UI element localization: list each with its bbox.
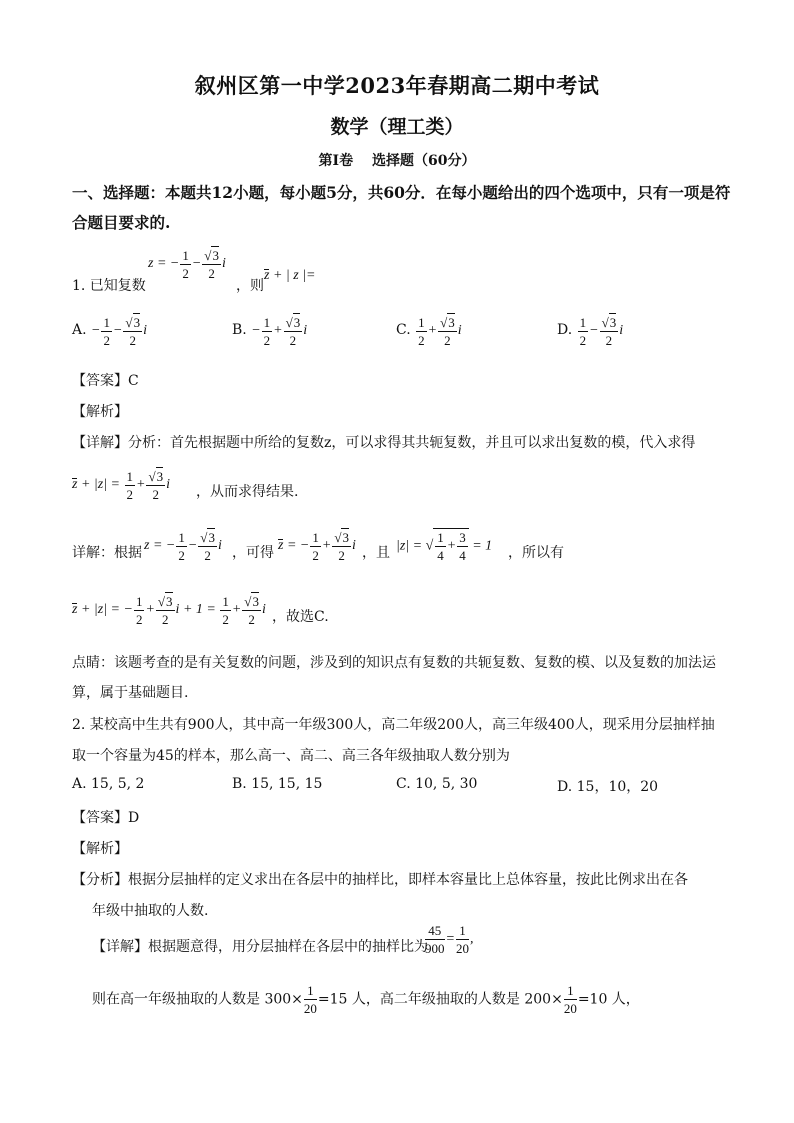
q2-option-d[interactable]: D. 15，10，20: [557, 779, 659, 795]
q1-answer: 【答案】C: [72, 373, 139, 389]
page-title: 叙州区第一中学2023年春期高二期中考试: [194, 73, 600, 98]
q1-detail-line3d: ，所以有: [508, 545, 564, 561]
q2-detail-line2a: 则在高一年级抽取的人数是 300× $\frac{1}{20}$ =15 人，高二年级抽取的人数是 200× $\frac{1}{20}$ =10 人，: [92, 983, 640, 1016]
q1-detail-formula2: z + |z| = − $\frac{1}{2}$ + $\frac{√3}{2}$ i + 1 = $\frac{1}{2}$ + $\frac{√3}{2}$ i: [72, 593, 266, 627]
q1-option-b[interactable]: B. − $\frac{1}{2}$ + $\frac{√3}{2}$ i: [232, 314, 308, 348]
q1-detail-line3b: ，可得: [232, 545, 274, 561]
q1-formula-modulus: |z| = √ $\frac{1}{4}$ + $\frac{3}{4}$ = 1: [396, 530, 493, 563]
q1-comment-line2: 算，属于基础题目.: [72, 685, 189, 701]
q2-ratio-formula: $\frac{45}{900}$ = $\frac{1}{20}$ ,: [425, 923, 474, 956]
q2-analysis-line2: 年级中抽取的人数.: [92, 903, 209, 919]
q2-option-b[interactable]: B. 15, 15, 15: [232, 776, 323, 792]
q1-detail-line3c: ，且: [362, 545, 390, 561]
q1-detail-formula1: z + |z| = $\frac{1}{2}$ + $\frac{√3}{2}$ i: [72, 468, 170, 502]
q2-detail-line1: 【详解】根据题意得，用分层抽样在各层中的抽样比为: [92, 939, 428, 955]
q2-analysis-line1: 【分析】根据分层抽样的定义求出在各层中的抽样比，即样本容量比上总体容量，按此比例求出在各: [72, 872, 688, 888]
q2-stem-line2: 取一个容量为45的样本，那么高一、高二、高三各年级抽取人数分别为: [72, 748, 510, 764]
q1-detail-line1: 【详解】分析：首先根据题中所给的复数z，可以求得其共轭复数，并且可以求出复数的模，代入求得: [72, 435, 696, 451]
part-heading: 一、选择题：本题共12小题，每小题5分，共60分．在每小题给出的四个选项中，只有一项是符合题目要求的.: [72, 183, 731, 232]
q1-formula-z: z = − $\frac{1}{2}$ − $\frac{√3}{2}$ i: [144, 529, 222, 563]
q1-formula-zbar: z = − $\frac{1}{2}$ + $\frac{√3}{2}$ i: [278, 529, 356, 563]
q1-analysis-tag: 【解析】: [72, 404, 128, 420]
q1-z-definition: z = − $\frac{1}{2}$ − $\frac{√3}{2}$ i: [148, 247, 226, 281]
section-heading: 第Ⅰ卷 选择题（60分）: [318, 153, 476, 169]
q2-answer: 【答案】D: [72, 810, 140, 826]
q1-z-eq: z = −: [148, 256, 180, 272]
q1-lead: 1. 已知复数: [72, 278, 146, 294]
q1-detail-line2: ，从而求得结果.: [196, 484, 299, 500]
q1-option-a[interactable]: A. − $\frac{1}{2}$ − $\frac{√3}{2}$ i: [72, 314, 147, 348]
q1-detail-line3a: 详解：根据: [72, 545, 142, 561]
page-subtitle: 数学（理工类）: [330, 116, 464, 138]
q2-analysis-tag: 【解析】: [72, 841, 128, 857]
q1-then: ，则: [236, 278, 264, 294]
q2-stem-line1: 2. 某校高中生共有900人，其中高一年级300人，高二年级200人，高三年级400人，现采用分层抽样抽: [72, 717, 715, 733]
q2-option-a[interactable]: A. 15, 5, 2: [72, 776, 145, 792]
q1-comment-line1: 点睛：该题考查的是有关复数的问题，涉及到的知识点有复数的共轭复数、复数的模、以及复数的加法运: [72, 655, 716, 671]
q1-option-d[interactable]: D. $\frac{1}{2}$ − $\frac{√3}{2}$ i: [557, 314, 624, 348]
q1-ask: z + | z |=: [264, 268, 316, 283]
q2-option-c[interactable]: C. 10, 5, 30: [396, 776, 478, 792]
q1-detail-line4: ，故选C.: [272, 609, 329, 625]
q1-option-c[interactable]: C. $\frac{1}{2}$ + $\frac{√3}{2}$ i: [396, 314, 462, 348]
